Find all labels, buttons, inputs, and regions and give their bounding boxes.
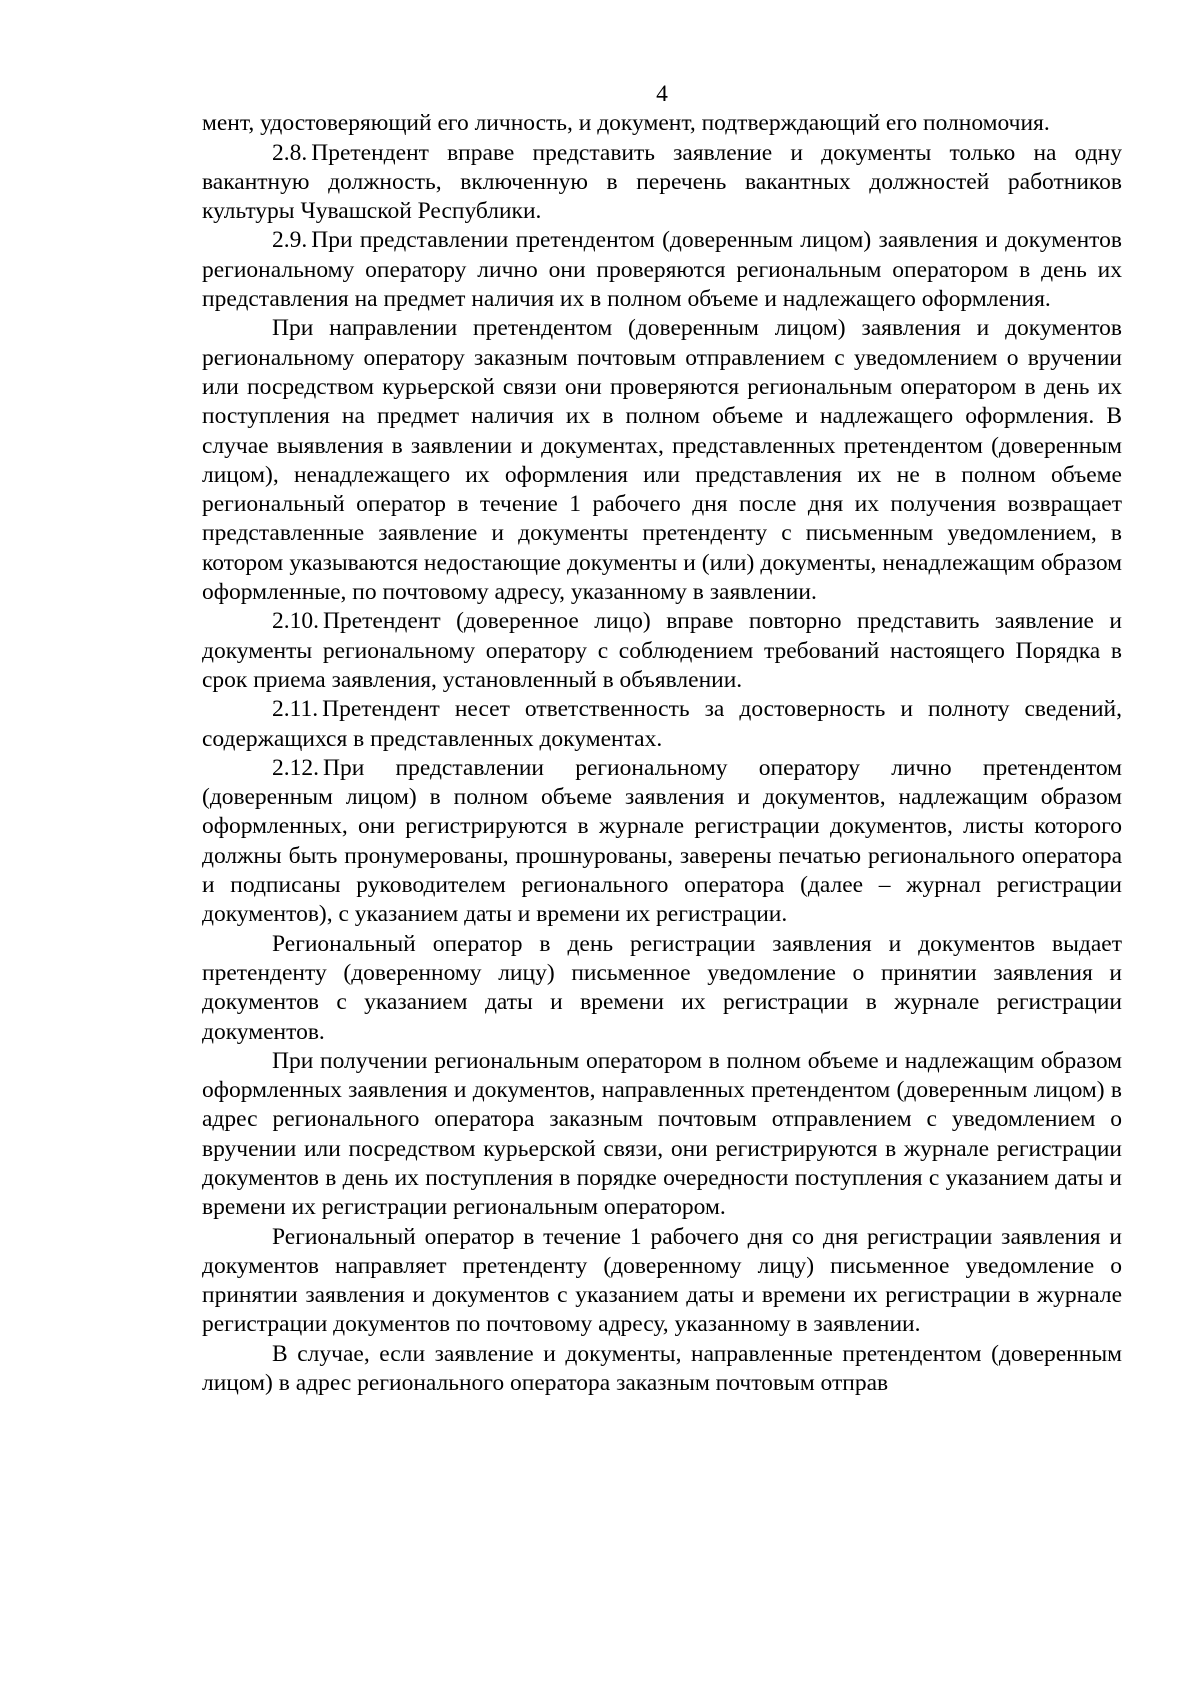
- paragraph-2-10: [202, 607, 1122, 695]
- paragraph-2-9: [202, 226, 1122, 314]
- paragraph-text: Региональный оператор в день регистрации заявления и документов выдает претенденту (доверенному лицу) письменное уведомление о принятии заявления и документов с указанием даты и времени их регистрации в журнале регистрации документов.: [202, 930, 1122, 1045]
- paragraph-mail-registration: [202, 1047, 1122, 1223]
- paragraph-2-12: [202, 754, 1122, 930]
- paragraph-text: мент, удостоверяющий его личность, и документ, подтверждающий его полномочия.: [202, 110, 1050, 137]
- page-number: 4: [656, 81, 668, 107]
- clause-number: 2.9.: [272, 227, 308, 254]
- paragraph-text: При представлении претендентом (доверенным лицом) заявления и документов региональному оператору лично они проверяются региональным оператором в день их представления на предмет наличия их в полном объеме и надлежащего оформления.: [202, 227, 1122, 313]
- paragraph-2-8: [202, 139, 1122, 227]
- paragraph-text: При направлении претендентом (доверенным лицом) заявления и документов региональному оператору заказным почтовым отправлением с уведомлением о вручении или посредством курьерской связи они проверяются региональным оператором в день их поступления на предмет наличия их в полном объеме и надлежащего оформления. В случае выявления в заявлении и документах, представленных претендентом (доверенным лицом), ненадлежащего их оформления или представления их не в полном объеме региональный оператор в течение 1 рабочего дня после дня их получения возвращает представленные заявление и документы претенденту с письменным уведомлением, в котором указываются недостающие документы и (или) документы, ненадлежащим образом оформленные, по почтовому адресу, указанному в заявлении.: [202, 315, 1122, 606]
- clause-number: 2.12.: [272, 754, 319, 781]
- paragraph-text: При представлении региональному оператору лично претендентом (доверенным лицом) в полном объеме заявления и документов, надлежащим образом оформленных, они регистрируются в журнале регистрации документов, листы которого должны быть пронумерованы, прошнурованы, заверены печатью регионального оператора и подписаны руководителем регионального оператора (далее – журнал регистрации документов), с указанием даты и времени их регистрации.: [202, 754, 1122, 928]
- paragraph-case-continued: [202, 1340, 1122, 1399]
- paragraph-notification-one-day: [202, 1223, 1122, 1340]
- paragraph-2-9-mail: [202, 314, 1122, 607]
- paragraph-text: При получении региональным оператором в полном объеме и надлежащим образом оформленных заявления и документов, направленных претендентом (доверенным лицом) в адрес регионального оператора заказным почтовым отправлением с уведомлением о вручении или посредством курьерской связи, они регистрируются в журнале регистрации документов в день их поступления в порядке очередности поступления с указанием даты и времени их регистрации региональным оператором.: [202, 1047, 1122, 1221]
- paragraph-2-11: [202, 695, 1122, 754]
- document-page: [202, 80, 1122, 1398]
- paragraph-text: Региональный оператор в течение 1 рабочего дня со дня регистрации заявления и документов направляет претенденту (доверенному лицу) письменное уведомление о принятии заявления и документов с указанием даты и времени их регистрации в журнале регистрации документов по почтовому адресу, указанному в заявлении.: [202, 1223, 1122, 1338]
- paragraph-text: Претендент вправе представить заявление и документы только на одну вакантную должность, включенную в перечень вакантных должностей работников культуры Чувашской Республики.: [202, 139, 1122, 225]
- paragraph-text: Претендент несет ответственность за достоверность и полноту сведений, содержащихся в представленных документах.: [202, 696, 1122, 752]
- clause-number: 2.8.: [272, 139, 308, 166]
- paragraph-text: Претендент (доверенное лицо) вправе повторно представить заявление и документы региональному оператору с соблюдением требований настоящего Порядка в срок приема заявления, установленный в объявлении.: [202, 608, 1122, 693]
- clause-number: 2.10.: [272, 608, 319, 635]
- paragraph-continuation: [202, 109, 1122, 138]
- clause-number: 2.11.: [272, 696, 319, 723]
- paragraph-notification-same-day: [202, 930, 1122, 1047]
- paragraph-text: В случае, если заявление и документы, направленные претендентом (доверенным лицом) в адрес регионального оператора заказным почтовым отправ: [202, 1340, 1122, 1397]
